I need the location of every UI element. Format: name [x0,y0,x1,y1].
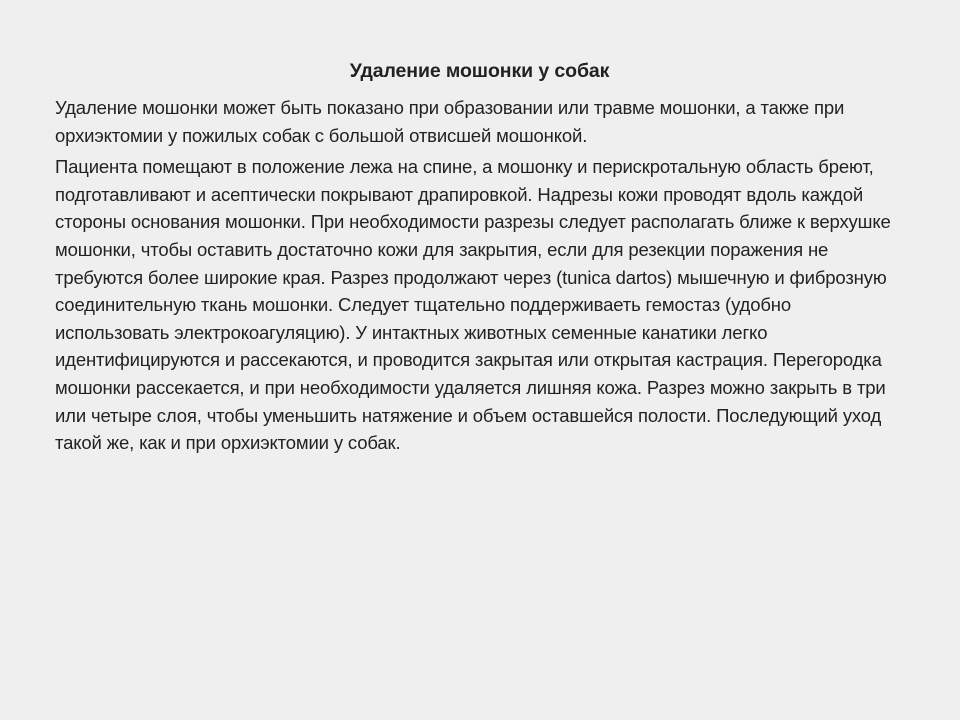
paragraph-procedure: Пациента помещают в положение лежа на спине, а мошонку и перискротальную область бреют, подготавливают и асептически покрывают драпировкой. Надрезы кожи проводят вдоль каждой стороны основания мошонки. При необходимости разрезы следует располагать ближе к верхушке мошонки, чтобы оставить достаточно кожи для закрытия, если для резекции поражения не требуются более широкие края. Разрез продолжают через (tunica dartos) мышечную и фиброзную соединительную ткань мошонки. Следует тщательно поддерживаеть гемостаз (удобно использовать электрокоагуляцию). У интактных животных семенные канатики легко идентифицируются и рассекаются, и проводится закрытая или открытая кастрация. Перегородка мошонки рассекается, и при необходимости удаляется лишняя кожа. Разрез можно закрыть в три или четыре слоя, чтобы уменьшить натяжение и объем оставшейся полости. Последующий уход такой же, как и при орхиэктомии у собак. [55,156,891,454]
paragraph-indications: Удаление мошонки может быть показано при образовании или травме мошонки, а также при орхиэктомии у пожилых собак с большой отвисшей мошонкой. [55,97,845,146]
slide-title: Удаление мошонки у собак [349,60,610,82]
